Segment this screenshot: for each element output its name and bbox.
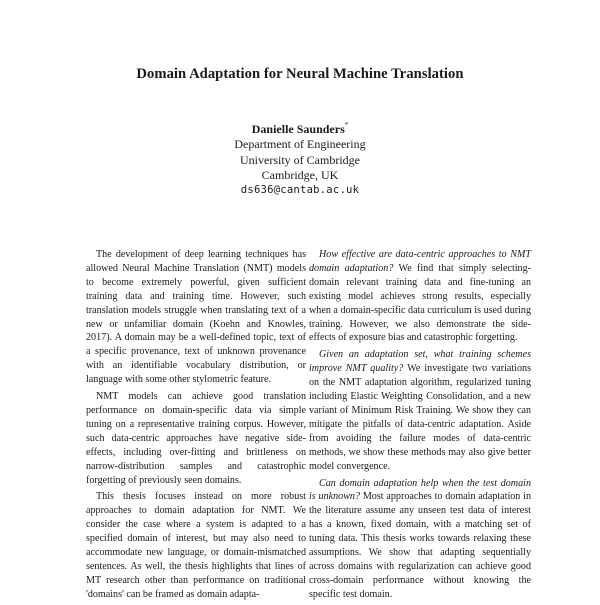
paragraph-question-data-centric	[309, 248, 531, 345]
question-unknown-domain: Can domain adaptation help when the test domain is unknown?	[309, 477, 531, 503]
answer-data-centric: We find that simply selecting-domain relevant training data and fine-tuning an existing model achieves strong results, especially when a domain-specific data curriculum is used during training. However, we also demonstrate the side-effects of exposure bias and catastrophic forgetting.	[309, 262, 532, 344]
body-right-column	[309, 248, 531, 605]
body-left-column	[86, 248, 306, 605]
answer-unknown-domain: Most approaches to domain adaptation in the literature assume any unseen test data of interest has a known, fixed domain, with a matching set of tuning data. This thesis works towards relaxing these assumptions. We show that adapting sequentially across domains with regularization can achieve good cross-domain performance without knowing the specific test domain.	[309, 491, 532, 600]
paragraph-thesis-focus: This thesis focuses instead on more robust approaches to domain adaptation for NMT. We consider the case where a system is adapted to a specified domain of interest, but may also need to accommodate new language, or domain-mismatched sentences. As well, the thesis highlights that lines of MT research other than performance on traditional 'domains' can be framed as domain adapta-	[86, 491, 306, 600]
author-block	[0, 119, 600, 198]
question-data-centric: How effective are data-centric approaches to NMT domain adaptation?	[309, 249, 531, 274]
paragraph-question-training-schemes	[309, 348, 531, 473]
answer-training-schemes: We investigate two variations on the NMT adaptation algorithm, regularized tuning including Elastic Weighting Consolidation, and a new variant of Minimum Risk Training. We show they can mitigate the pitfalls of data-centric adaptation. Aside from avoiding the failure modes of data-centric methods, we show these methods may also give better model convergence.	[309, 363, 531, 472]
paragraph-question-unknown-domain	[309, 477, 531, 602]
author-email: ds636@cantab.ac.uk	[240, 184, 360, 197]
author-footnote-marker: *	[344, 121, 349, 129]
paragraph-data-centric: NMT models can achieve good translation performance on domain-specific data via simple tuning on a representative training corpus. However, such data-centric approaches have negative side-effects, including over-fitting and brittleness on narrow-distribution samples and catastrophic forgetting of previously seen domains.	[86, 391, 306, 486]
question-training-schemes: Given an adaptation set, what training schemes improve NMT quality?	[309, 349, 531, 375]
paragraph-intro: The development of deep learning techniques has allowed Neural Machine Translation (NMT) models to become extremely powerful, given sufficient training data and training time. However, such translation models struggle when translating text of a new or unfamiliar domain (Koehn and Knowles, 2017). A domain may be a well-defined topic, text of a specific provenance, text of unknown provenance with an identifiable vocabulary distribution, or language with some other stylometric feature.	[86, 249, 306, 386]
paper-title: Domain Adaptation for Neural Machine Translation	[136, 66, 464, 82]
author-location: Cambridge, UK	[261, 167, 339, 182]
author-department: Department of Engineering	[234, 137, 366, 152]
author-university: University of Cambridge	[240, 152, 360, 167]
author-name: Danielle Saunders*	[251, 121, 349, 136]
